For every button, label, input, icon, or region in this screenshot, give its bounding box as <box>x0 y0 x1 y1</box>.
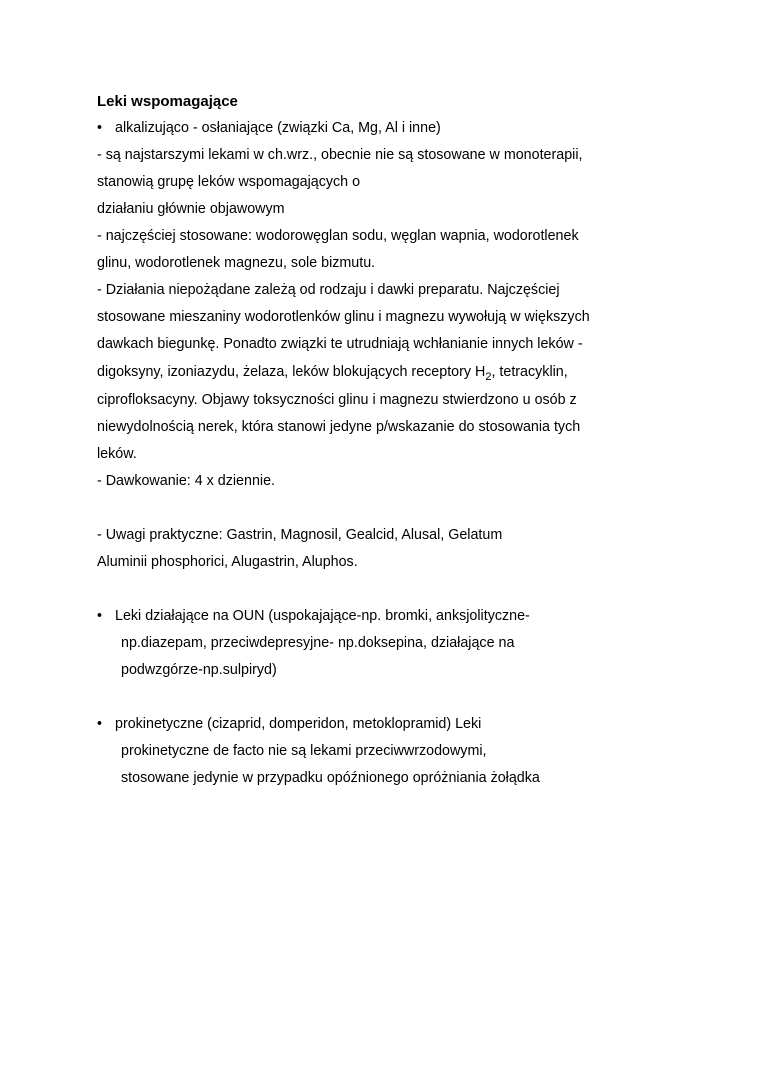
bullet-icon: • <box>97 120 103 136</box>
bullet-icon: • <box>97 608 103 624</box>
remarks-line: - Uwagi praktyczne: Gastrin, Magnosil, Gealcid, Alusal, Gelatum <box>97 527 503 543</box>
h2-line-after: , tetracyklin, <box>491 364 568 380</box>
section1-heading <box>97 115 657 142</box>
paragraph-line: glinu, wodorotlenek magnezu, sole bizmutu. <box>97 255 376 271</box>
list-item-line: np.diazepam, przeciwdepresyjne- np.doksepina, działające na <box>121 635 515 651</box>
paragraph-line: leków. <box>97 446 137 462</box>
document-title: Leki wspomagające <box>97 93 238 110</box>
document-page <box>97 88 657 792</box>
list-item-line: podwzgórze-np.sulpiryd) <box>121 662 277 678</box>
paragraph-line-h2 <box>97 358 657 387</box>
section3-heading <box>97 711 657 738</box>
paragraph-line: - najczęściej stosowane: wodorowęglan sodu, węglan wapnia, wodorotlenek <box>97 228 579 244</box>
paragraph-line: dawkach biegunkę. Ponadto związki te utrudniają wchłanianie innych leków - <box>97 336 583 352</box>
bullet-icon: • <box>97 716 103 732</box>
paragraph-line: niewydolnością nerek, która stanowi jedyne p/wskazanie do stosowania tych <box>97 419 581 435</box>
dosage-line: - Dawkowanie: 4 x dziennie. <box>97 473 276 489</box>
section2-heading <box>97 603 657 630</box>
paragraph-line: stanowią grupę leków wspomagających o <box>97 174 361 190</box>
paragraph-line: działaniu głównie objawowym <box>97 201 285 217</box>
list-item-line: prokinetyczne de facto nie są lekami przeciwwrzodowymi, <box>121 743 487 759</box>
paragraph-line: stosowane mieszaniny wodorotlenków glinu i magnezu wywołują w większych <box>97 309 590 325</box>
section3-heading-text: prokinetyczne (cizaprid, domperidon, metoklopramid) Leki <box>115 716 482 732</box>
section2-heading-text: Leki działające na OUN (uspokajające-np. bromki, anksjolityczne- <box>115 608 530 624</box>
h2-subscript: 2 <box>485 370 492 383</box>
list-item-line: stosowane jedynie w przypadku opóźnionego opróżniania żołądka <box>121 770 540 786</box>
section1-heading-text: alkalizująco - osłaniające (związki Ca, Mg, Al i inne) <box>115 120 441 136</box>
paragraph-line: - są najstarszymi lekami w ch.wrz., obecnie nie są stosowane w monoterapii, <box>97 147 583 163</box>
paragraph-line: - Działania niepożądane zależą od rodzaju i dawki preparatu. Najczęściej <box>97 282 560 298</box>
paragraph-line: ciprofloksacyny. Objawy toksyczności glinu i magnezu stwierdzono u osób z <box>97 392 577 408</box>
remarks-line: Aluminii phosphorici, Alugastrin, Aluphos. <box>97 554 358 570</box>
h2-line-before: digoksyny, izoniazydu, żelaza, leków blokujących receptory H <box>97 364 486 380</box>
